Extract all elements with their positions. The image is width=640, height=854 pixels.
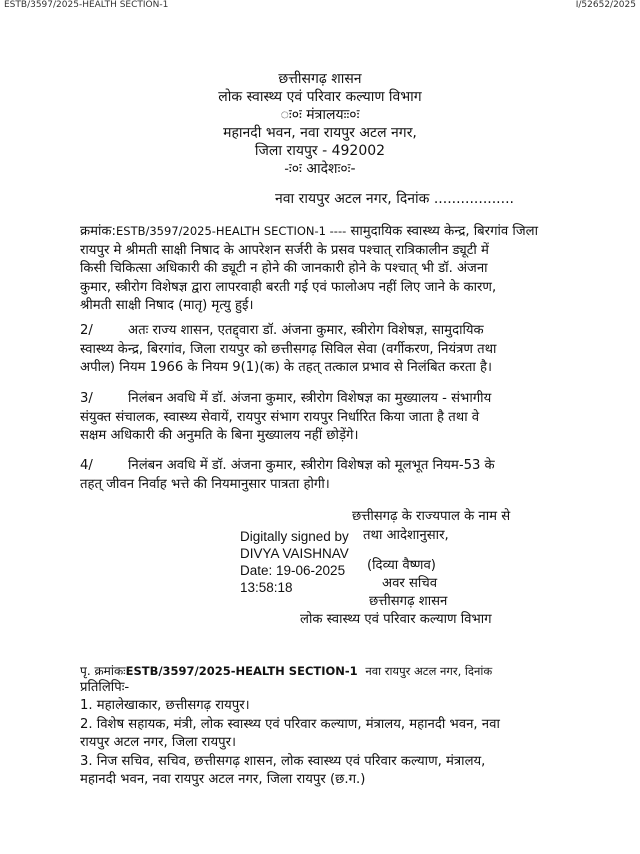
digital-signature-time: 13:58:18 xyxy=(240,580,293,595)
list-item: 2. विशेष सहायक, मंत्री, लोक स्वास्थ्य एवं परिवार कल्याण, मंत्रालय, महानदी भवन, नवा xyxy=(80,716,500,732)
copy-label: प्रतिलिपिः- xyxy=(80,680,130,695)
signatory-name: (दिव्या वैष्णव) xyxy=(367,558,436,573)
paragraph-4 xyxy=(80,457,555,494)
paragraph-line: अतः राज्य शासन, एतद्द्वारा डॉ. अंजना कुमार, स्त्रीरोग विशेषज्ञ, सामुदायिक xyxy=(128,323,484,338)
paragraph-line: सक्षम अधिकारी की अनुमति के बिना मुख्यालय नहीं छोड़ेंगे। xyxy=(80,428,359,443)
signatory-org-1: छत्तीसगढ़ शासन xyxy=(369,594,448,609)
endorsement-line xyxy=(80,662,492,679)
list-item: महानदी भवन, नवा रायपुर अटल नगर, जिला रायपुर (छ.ग.) xyxy=(80,772,366,787)
address-line-2: जिला रायपुर - 492002 xyxy=(254,143,386,159)
endorsement-place: नवा रायपुर अटल नगर, दिनांक xyxy=(365,664,493,678)
paragraph-line: निलंबन अवधि में डॉ. अंजना कुमार, स्त्रीरोग विशेषज्ञ को मूलभूत नियम-53 के xyxy=(128,458,495,473)
list-item: रायपुर अटल नगर, जिला रायपुर। xyxy=(80,735,236,750)
paragraph-line: संयुक्त संचालक, स्वास्थ्य सेवायें, रायपुर संभाग रायपुर निर्धारित किया जाता है तथा वे xyxy=(80,409,480,425)
order-text-line-4: कुमार, स्त्रीरोग विशेषज्ञ द्वारा लापरवाही बरती गई एवं फालोअप नहीं लिए जाने के कारण, xyxy=(80,279,497,295)
digital-signature-date: Date: 19-06-2025 xyxy=(240,563,346,578)
file-number-header: I/52652/2025 xyxy=(575,0,636,10)
paragraph-line: स्वास्थ्य केन्द्र, बिरगांव, जिला रायपुर को छत्तीसगढ़ सिविल सेवा (वर्गीकरण, नियंत्रण तथा xyxy=(80,341,497,357)
paragraph-3 xyxy=(80,390,555,446)
digital-signature-name: DIVYA VAISHNAV xyxy=(240,546,349,561)
order-heading: -ः०ः आदेशः०ः- xyxy=(284,161,356,177)
paragraph-2 xyxy=(80,322,555,378)
document-id-header: ESTB/3597/2025-HEALTH SECTION-1 xyxy=(4,0,169,10)
list-item: 1. महालेखाकार, छत्तीसगढ़ रायपुर। xyxy=(80,698,250,713)
paragraph-line: निलंबन अवधि में डॉ. अंजना कुमार, स्त्रीरोग विशेषज्ञ का मुख्यालय - संभागीय xyxy=(128,391,492,406)
signatory-org-2: लोक स्वास्थ्य एवं परिवार कल्याण विभाग xyxy=(300,612,492,627)
department-name: लोक स्वास्थ्य एवं परिवार कल्याण विभाग xyxy=(218,89,422,105)
place-date: नवा रायपुर अटल नगर, दिनांक .................. xyxy=(275,191,514,207)
order-reference-paragraph xyxy=(80,222,555,316)
order-number: ESTB/3597/2025-HEALTH SECTION-1 ---- xyxy=(116,224,347,238)
order-text-line-3: किसी चिकित्सा अधिकारी की ड्यूटी न होने की जानकारी होने के पश्चात् भी डॉ. अंजना xyxy=(80,261,488,276)
paragraph-number: 3/ xyxy=(80,391,93,406)
order-text-line-1: सामुदायिक स्वास्थ्य केन्द्र, बिरगांव जिला xyxy=(346,224,538,239)
paragraph-line: अपील) नियम 1966 के नियम 9(1)(क) के तहत् तत्काल प्रभाव से निलंबित करता है। xyxy=(80,360,493,375)
address-line-1: महानदी भवन, नवा रायपुर अटल नगर, xyxy=(223,125,417,141)
signatory-designation: अवर सचिव xyxy=(382,576,438,591)
order-by-line: तथा आदेशानुसार, xyxy=(363,528,449,543)
order-text-line-5: श्रीमती साक्षी निषाद (मातृ) मृत्यु हुई। xyxy=(80,298,254,313)
paragraph-number: 2/ xyxy=(80,323,93,338)
paragraph-line: तहत् जीवन निर्वाह भत्ते की नियमानुसार पात्रता होगी। xyxy=(80,476,330,492)
governor-line: छत्तीसगढ़ के राज्यपाल के नाम से xyxy=(352,509,511,524)
list-item: 3. निज सचिव, सचिव, छत्तीसगढ़ शासन, लोक स्वास्थ्य एवं परिवार कल्याण, मंत्रालय, xyxy=(80,753,486,769)
endorsement-number: ESTB/3597/2025-HEALTH SECTION-1 xyxy=(125,664,358,678)
govt-name: छत्तीसगढ़ शासन xyxy=(278,71,362,87)
order-number-prefix: क्रमांक: xyxy=(80,224,117,239)
paragraph-number: 4/ xyxy=(80,458,93,473)
digital-signature xyxy=(240,528,349,596)
order-text-line-2: रायपुर मे श्रीमती साक्षी निषाद के आपरेशन सर्जरी के प्रसव पश्चात् रात्रिकालीन ड्यूटी में xyxy=(80,242,489,258)
ministry-label: ः०ः मंत्रालयःः०ः xyxy=(280,107,360,123)
endorsement-prefix: पृ. क्रमांकः xyxy=(80,664,126,678)
digital-signature-line-1: Digitally signed by xyxy=(240,529,349,544)
copy-list xyxy=(80,697,500,790)
